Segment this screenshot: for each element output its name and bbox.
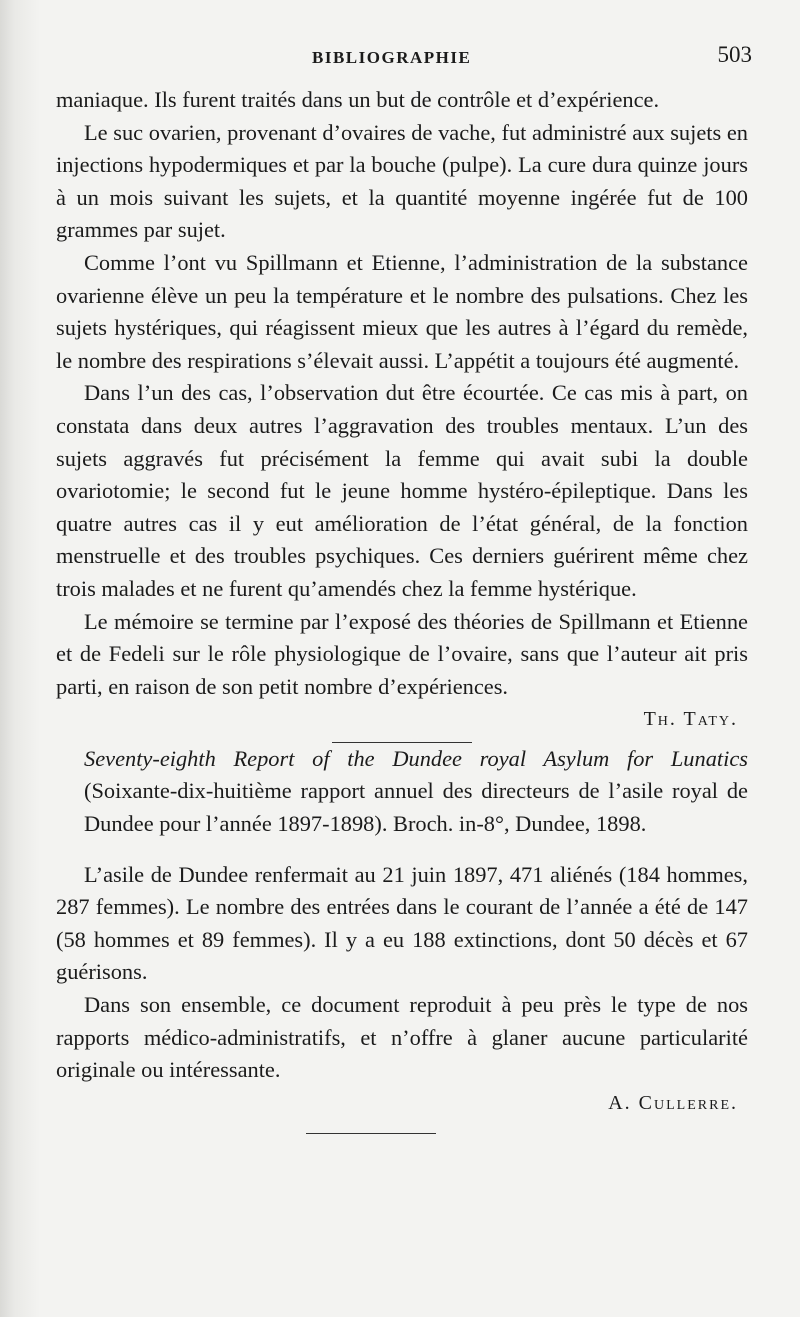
page-body	[56, 84, 748, 1134]
author-signature: A. Cullerre.	[608, 1091, 738, 1114]
paragraph: L’asile de Dundee renfermait au 21 juin 1897, 471 aliénés (184 hommes, 287 femmes). Le nombre des entrées dans le courant de l’année a été de 147 (58 hommes et 89 femmes). Il y a eu 188 extinctions, dont 50 décès et 67 guérisons.	[56, 861, 748, 985]
page-header	[0, 38, 800, 78]
paragraph: Dans l’un des cas, l’observation dut être écourtée. Ce cas mis à part, on constata dans deux autres l’aggravation des troubles mentaux. L’un des sujets aggravés fut précisément la femme qui avait subi la double ovariotomie; le second fut le jeune homme hystéro-épileptique. Dans les quatre autres cas il y eut amélioration de l’état général, de la fonction menstruelle et des troubles psychiques. Ces derniers guérirent même chez trois malades et ne furent qu’amendés chez la femme hystérique.	[56, 380, 748, 601]
author-signature: Th. Taty.	[643, 708, 738, 731]
paragraph: maniaque. Ils furent traités dans un but de contrôle et d’expérience.	[56, 87, 660, 112]
report-title: Seventy-eighth Report of the Dundee royal Asylum for Lunatics	[84, 745, 748, 771]
paragraph: Le suc ovarien, provenant d’ovaires de vache, fut administré aux sujets en injections hypodermiques et par la bouche (pulpe). La cure dura quinze jours à un mois suivant les sujets, et la quantité moyenne ingérée fut de 100 grammes par sujet.	[56, 119, 748, 243]
section-divider	[306, 1133, 436, 1134]
page-number: 503	[717, 42, 752, 67]
paragraph: Dans son ensemble, ce document reproduit à peu près le type de nos rapports médico-administratifs, et n’offre à glaner aucune particularité originale ou intéressante.	[56, 992, 748, 1083]
paragraph: Comme l’ont vu Spillmann et Etienne, l’administration de la substance ovarienne élève un peu la température et le nombre des pulsations. Chez les sujets hystériques, qui réagissent mieux que les autres à l’égard du remède, le nombre des respirations s’élevait aussi. L’appétit a toujours été augmenté.	[56, 249, 748, 373]
bibliographic-entry	[56, 743, 748, 841]
running-title: BIBLIOGRAPHIE	[312, 48, 472, 67]
report-details: (Soixante-dix-huitième rapport annuel des directeurs de l’asile royal de Dundee pour l’année 1897-1898). Broch. in-8°, Dundee, 1898.	[84, 778, 748, 837]
paragraph: Le mémoire se termine par l’exposé des théories de Spillmann et Etienne et de Fedeli sur le rôle physiologique de l’ovaire, sans que l’auteur ait pris parti, en raison de son petit nombre d’expériences.	[56, 608, 748, 699]
